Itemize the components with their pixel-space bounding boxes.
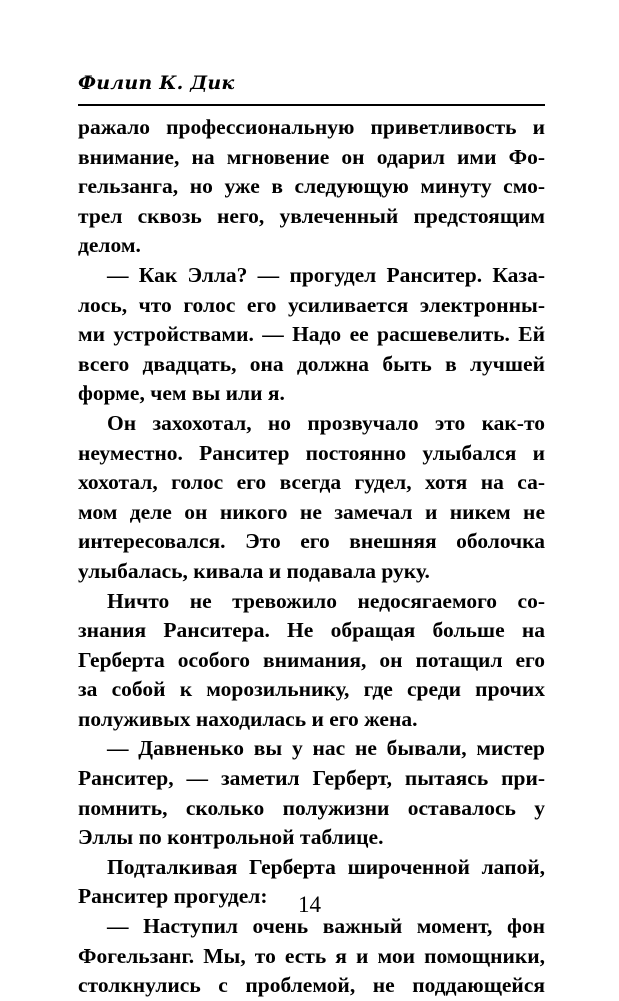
body-line: внимание, на мгновение он одарил ими Фо- [78,144,545,169]
body-line: лось, что голос его усиливается электронны- [78,292,545,317]
body-line: мом деле он никого не замечал и никем не [78,499,545,524]
body-line: ражало профессиональную приветливость и [78,115,545,139]
body-line: Эллы по контрольной таблице. [78,825,384,850]
body-line: всего двадцать, она должна быть в лучшей [78,351,545,376]
body-line: за собой к морозильнику, где среди прочих [78,677,545,702]
body-line: Ранситер прогудел: [78,884,268,909]
body-line: — Давненько вы у нас не бывали, мистер [107,736,545,761]
body-line: трел сквозь него, увлеченный предстоящим [78,203,545,228]
body-line: столкнулись с проблемой, не поддающейся [78,973,545,998]
body-line: — Как Элла? — прогудел Ранситер. Каза- [107,262,545,287]
body-line: Герберта особого внимания, он потащил его [78,647,545,672]
body-line: Он захохотал, но прозвучало это как-то [107,410,545,435]
body-line: форме, чем вы или я. [78,381,285,406]
page-number: 14 [298,892,321,917]
body-line: интересовался. Это его внешняя оболочка [78,529,545,554]
body-line: улыбалась, кивала и подавала руку. [78,558,430,583]
body-line: ми устройствами. — Надо ее расшевелить. Ей [78,322,545,347]
body-line: неуместно. Ранситер постоянно улыбался и [78,440,545,465]
body-line: хохотал, голос его всегда гудел, хотя на са- [78,470,545,495]
body-line: знания Ранситера. Не обращая больше на [78,618,545,643]
running-head-author: Филип К. Дик [78,72,235,94]
body-line: гельзанга, но уже в следующую минуту смо- [78,174,545,199]
body-line: помнить, сколько полужизни оставалось у [78,795,545,820]
body-line: — Наступил очень важный момент, фон [107,914,545,939]
body-line: полуживых находилась и его жена. [78,706,418,731]
body-line: Подталкивая Герберта широченной лапой, [107,854,545,879]
header-rule [78,104,545,106]
body-line: Ничто не тревожило недосягаемого со- [107,588,545,613]
body-line: Ранситер, — заметил Герберт, пытаясь при- [78,766,545,791]
body-line: Фогельзанг. Мы, то есть я и мои помощники, [78,943,545,968]
body-line: делом. [78,233,141,258]
page-body-text [78,113,545,1001]
